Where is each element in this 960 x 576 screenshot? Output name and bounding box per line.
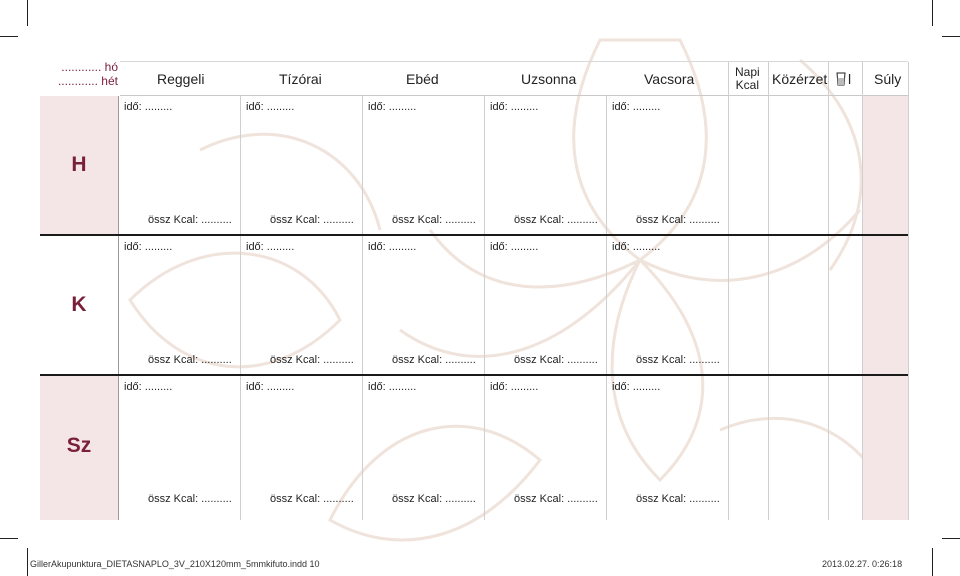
time-field[interactable]: idő: ......... bbox=[368, 101, 417, 113]
header-water bbox=[836, 62, 851, 96]
header-suly: Súly bbox=[874, 71, 902, 87]
total-kcal-field[interactable]: össz Kcal: .......... bbox=[270, 214, 354, 226]
week-label: ............ hét bbox=[57, 74, 118, 88]
column-line bbox=[606, 96, 607, 520]
day-label-h: H bbox=[71, 153, 87, 176]
crop-mark bbox=[942, 538, 960, 539]
time-field[interactable]: idő: ......... bbox=[368, 241, 417, 253]
header-vacsora: Vacsora bbox=[644, 71, 695, 87]
weight-column-band bbox=[862, 96, 908, 520]
kcal-label: Kcal bbox=[735, 78, 760, 92]
total-kcal-field[interactable]: össz Kcal: .......... bbox=[148, 214, 232, 226]
column-line bbox=[768, 62, 769, 520]
water-unit-label: l bbox=[848, 71, 852, 87]
column-line bbox=[240, 96, 241, 520]
total-kcal-field[interactable]: össz Kcal: .......... bbox=[636, 493, 720, 505]
header-tizorai: Tízórai bbox=[279, 71, 322, 87]
day-label-sz: Sz bbox=[66, 434, 92, 457]
time-field[interactable]: idő: ......... bbox=[124, 381, 173, 393]
column-line bbox=[484, 96, 485, 520]
time-field[interactable]: idő: ......... bbox=[490, 241, 539, 253]
footer-timestamp: 2013.02.27. 0:26:18 bbox=[822, 559, 903, 569]
period-labels bbox=[40, 60, 118, 96]
total-kcal-field[interactable]: össz Kcal: .......... bbox=[392, 493, 476, 505]
day-separator bbox=[40, 374, 908, 376]
column-line bbox=[862, 62, 863, 520]
crop-mark bbox=[932, 548, 933, 576]
total-kcal-field[interactable]: össz Kcal: .......... bbox=[636, 214, 720, 226]
crop-mark bbox=[0, 538, 18, 539]
total-kcal-field[interactable]: össz Kcal: .......... bbox=[392, 214, 476, 226]
header-napi-kcal bbox=[735, 62, 760, 96]
header-kozerzet: Közérzet bbox=[772, 71, 828, 87]
total-kcal-field[interactable]: össz Kcal: .......... bbox=[514, 214, 598, 226]
day-label-k: K bbox=[71, 293, 87, 316]
column-line bbox=[728, 62, 729, 520]
column-line bbox=[118, 96, 119, 520]
time-field[interactable]: idő: ......... bbox=[124, 101, 173, 113]
time-field[interactable]: idő: ......... bbox=[612, 101, 661, 113]
total-kcal-field[interactable]: össz Kcal: .......... bbox=[148, 354, 232, 366]
time-field[interactable]: idő: ......... bbox=[246, 241, 295, 253]
time-field[interactable]: idő: ......... bbox=[612, 241, 661, 253]
total-kcal-field[interactable]: össz Kcal: .......... bbox=[148, 493, 232, 505]
total-kcal-field[interactable]: össz Kcal: .......... bbox=[392, 354, 476, 366]
time-field[interactable]: idő: ......... bbox=[124, 241, 173, 253]
total-kcal-field[interactable]: össz Kcal: .......... bbox=[636, 354, 720, 366]
time-field[interactable]: idő: ......... bbox=[490, 101, 539, 113]
napi-label: Napi bbox=[735, 65, 760, 79]
total-kcal-field[interactable]: össz Kcal: .......... bbox=[514, 354, 598, 366]
crop-mark bbox=[27, 548, 28, 576]
crop-mark bbox=[27, 0, 28, 26]
column-line bbox=[362, 96, 363, 520]
time-field[interactable]: idő: ......... bbox=[246, 101, 295, 113]
crop-mark bbox=[932, 0, 933, 26]
glass-icon bbox=[836, 72, 846, 86]
time-field[interactable]: idő: ......... bbox=[368, 381, 417, 393]
time-field[interactable]: idő: ......... bbox=[490, 381, 539, 393]
header-ebed: Ebéd bbox=[406, 71, 439, 87]
column-line bbox=[908, 62, 909, 520]
total-kcal-field[interactable]: össz Kcal: .......... bbox=[270, 493, 354, 505]
time-field[interactable]: idő: ......... bbox=[612, 381, 661, 393]
header-reggeli: Reggeli bbox=[157, 71, 205, 87]
crop-mark bbox=[0, 36, 18, 37]
header-uzsonna: Uzsonna bbox=[521, 71, 577, 87]
column-line bbox=[828, 62, 829, 520]
crop-mark bbox=[942, 36, 960, 37]
month-label: ............ hó bbox=[61, 60, 118, 74]
total-kcal-field[interactable]: össz Kcal: .......... bbox=[270, 354, 354, 366]
time-field[interactable]: idő: ......... bbox=[246, 381, 295, 393]
day-separator bbox=[40, 234, 908, 236]
footer-filename: GillerAkupunktura_DIETASNAPLO_3V_210X120mm_5mmkifuto.indd 10 bbox=[30, 559, 320, 569]
total-kcal-field[interactable]: össz Kcal: .......... bbox=[514, 493, 598, 505]
